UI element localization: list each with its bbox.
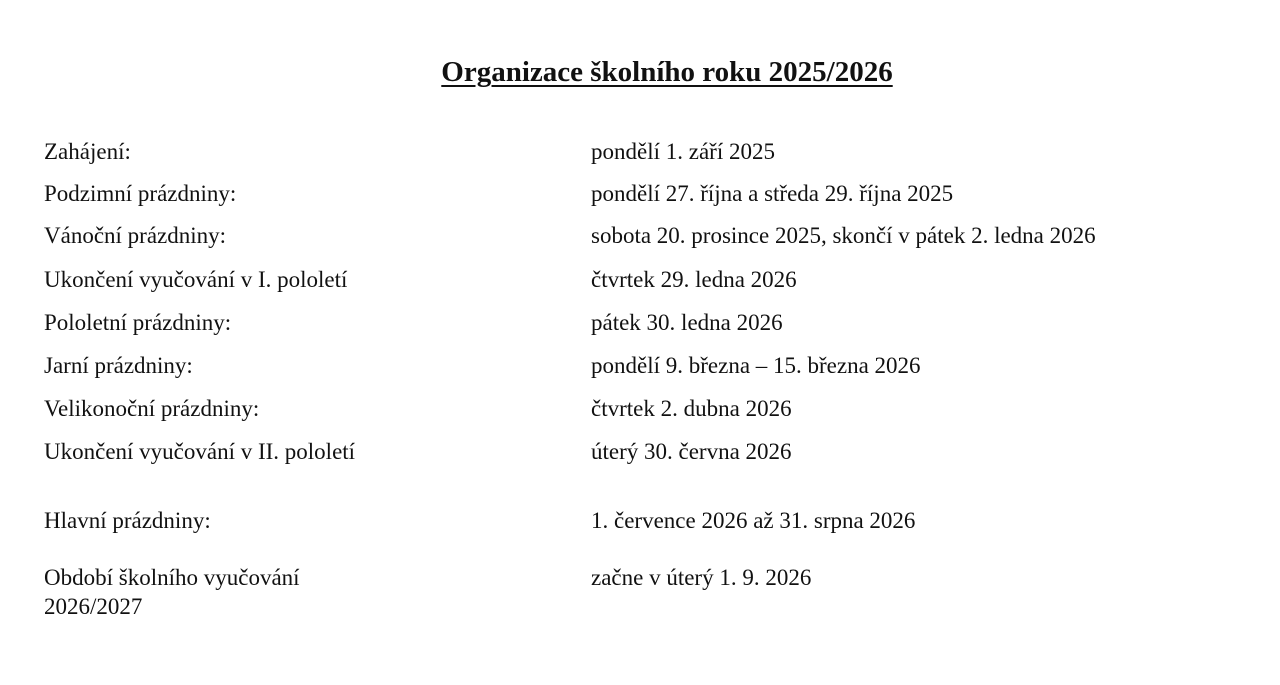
row-value: čtvrtek 2. dubna 2026 — [591, 396, 792, 421]
row-label: Pololetní prázdniny: — [44, 310, 232, 335]
row-label: Jarní prázdniny: — [44, 353, 193, 378]
row-value: pátek 30. ledna 2026 — [591, 310, 783, 335]
row-value: pondělí 27. října a středa 29. října 2025 — [591, 181, 954, 206]
row-value: sobota 20. prosince 2025, skončí v pátek 2. ledna 2026 — [591, 223, 1096, 248]
row-label: Zahájení: — [44, 139, 131, 164]
row-label: Hlavní prázdniny: — [44, 508, 211, 533]
row-value: 1. července 2026 až 31. srpna 2026 — [591, 508, 916, 533]
row-label: Velikonoční prázdniny: — [44, 396, 260, 421]
row-label: Podzimní prázdniny: — [44, 181, 237, 206]
row-value: začne v úterý 1. 9. 2026 — [591, 565, 812, 590]
row-value: pondělí 9. března – 15. března 2026 — [591, 353, 921, 378]
row-value: pondělí 1. září 2025 — [591, 139, 775, 164]
page-title: Organizace školního roku 2025/2026 — [441, 56, 893, 88]
row-label: Ukončení vyučování v I. pololetí — [44, 267, 348, 292]
row-label: Vánoční prázdniny: — [44, 223, 227, 248]
row-label: Období školního vyučování 2026/2027 — [44, 565, 300, 619]
row-label: Ukončení vyučování v II. pololetí — [44, 439, 356, 464]
row-value: úterý 30. června 2026 — [591, 439, 792, 464]
row-value: čtvrtek 29. ledna 2026 — [591, 267, 797, 292]
